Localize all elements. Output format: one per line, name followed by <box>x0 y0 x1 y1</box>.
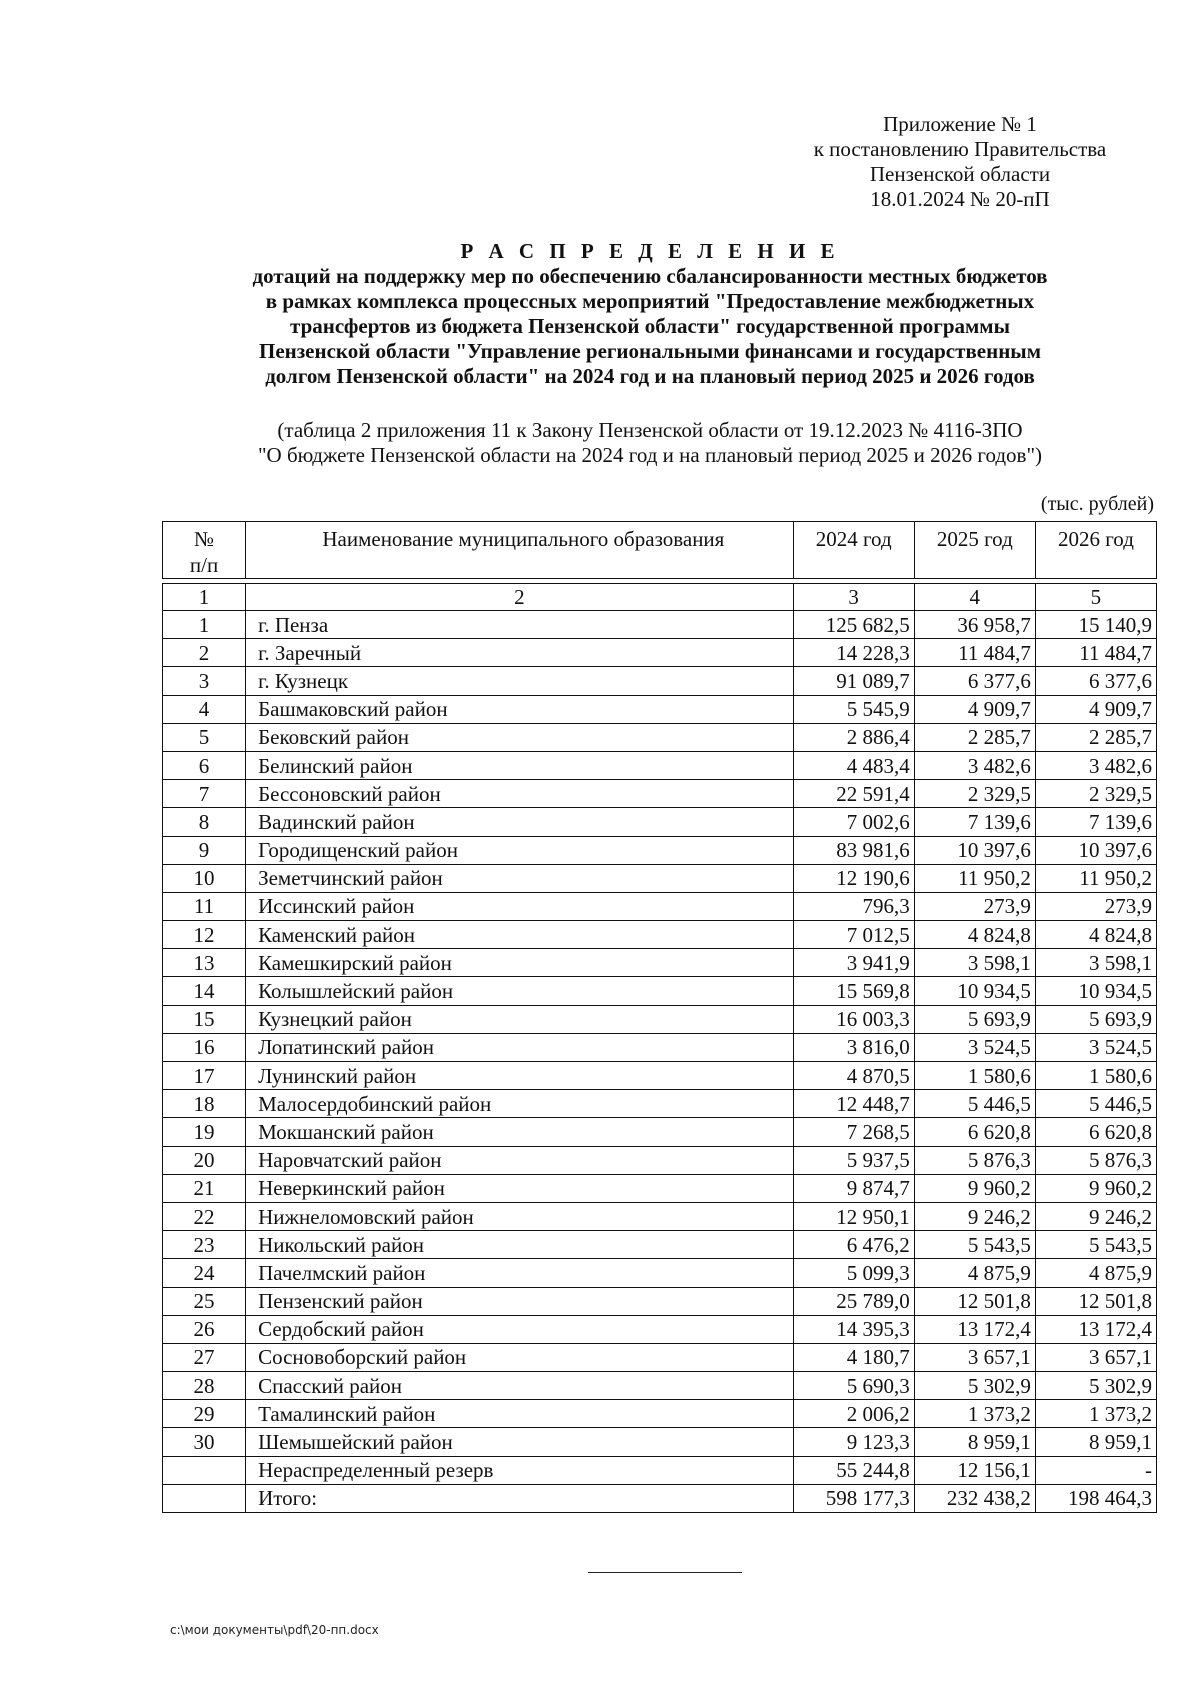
row-2025: 4 824,8 <box>914 921 1035 949</box>
row-name: Неверкинский район <box>246 1174 794 1202</box>
row-2026: 10 397,6 <box>1035 836 1156 864</box>
row-2024: 25 789,0 <box>793 1287 914 1315</box>
appendix-line-3: Пензенской области <box>869 162 1051 186</box>
row-2026: 1 580,6 <box>1035 1062 1156 1090</box>
row-2026: 10 934,5 <box>1035 977 1156 1005</box>
row-2025: 3 482,6 <box>914 751 1035 779</box>
row-number: 19 <box>163 1118 246 1146</box>
row-name: Бековский район <box>246 723 794 751</box>
reserve-2025: 12 156,1 <box>914 1456 1035 1484</box>
table-body <box>163 611 1157 1513</box>
row-2024: 12 448,7 <box>793 1090 914 1118</box>
row-2025: 2 329,5 <box>914 780 1035 808</box>
row-number: 20 <box>163 1146 246 1174</box>
row-2024: 5 099,3 <box>793 1259 914 1287</box>
index-row <box>163 584 1157 611</box>
total-2025: 232 438,2 <box>914 1484 1035 1512</box>
row-name: Камешкирский район <box>246 949 794 977</box>
row-2024: 83 981,6 <box>793 836 914 864</box>
row-2024: 5 545,9 <box>793 695 914 723</box>
row-name: Пачелмский район <box>246 1259 794 1287</box>
row-2025: 11 950,2 <box>914 864 1035 892</box>
row-2026: 273,9 <box>1035 892 1156 920</box>
row-name: Сосновоборский район <box>246 1343 794 1371</box>
row-2024: 5 690,3 <box>793 1372 914 1400</box>
row-2025: 36 958,7 <box>914 611 1035 639</box>
row-name: Малосердобинский район <box>246 1090 794 1118</box>
row-name: Наровчатский район <box>246 1146 794 1174</box>
title-line: Пензенской области "Управление региональными финансами и государственным <box>258 339 1041 363</box>
row-2025: 3 657,1 <box>914 1343 1035 1371</box>
reserve-2026: - <box>1035 1456 1156 1484</box>
row-number: 11 <box>163 892 246 920</box>
row-2025: 12 501,8 <box>914 1287 1035 1315</box>
row-number: 30 <box>163 1428 246 1456</box>
row-name: Мокшанский район <box>246 1118 794 1146</box>
table-row <box>163 667 1157 695</box>
row-2025: 5 543,5 <box>914 1231 1035 1259</box>
row-2024: 16 003,3 <box>793 1005 914 1033</box>
row-number: 7 <box>163 780 246 808</box>
subtitle <box>140 418 1160 468</box>
row-name: Колышлейский район <box>246 977 794 1005</box>
title-line: долгом Пензенской области" на 2024 год и на плановый период 2025 и 2026 годов <box>265 364 1035 388</box>
index-cell: 5 <box>1035 584 1156 611</box>
row-2024: 2 886,4 <box>793 723 914 751</box>
row-2024: 3 816,0 <box>793 1033 914 1061</box>
appendix-line-1: Приложение № 1 <box>883 112 1037 136</box>
table-row <box>163 808 1157 836</box>
row-number: 16 <box>163 1033 246 1061</box>
table-row <box>163 836 1157 864</box>
row-name: Земетчинский район <box>246 864 794 892</box>
total-number <box>163 1484 246 1512</box>
row-2026: 5 302,9 <box>1035 1372 1156 1400</box>
row-2026: 4 824,8 <box>1035 921 1156 949</box>
row-number: 1 <box>163 611 246 639</box>
title-line: дотаций на поддержку мер по обеспечению сбалансированности местных бюджетов <box>252 264 1048 288</box>
row-2024: 22 591,4 <box>793 780 914 808</box>
table-row <box>163 1287 1157 1315</box>
row-2025: 8 959,1 <box>914 1428 1035 1456</box>
row-number: 22 <box>163 1202 246 1230</box>
table-row <box>163 1202 1157 1230</box>
row-2024: 796,3 <box>793 892 914 920</box>
row-number: 26 <box>163 1315 246 1343</box>
table-row <box>163 1090 1157 1118</box>
subtitle-line-1: (таблица 2 приложения 11 к Закону Пензенской области от 19.12.2023 № 4116-ЗПО <box>277 418 1023 442</box>
appendix-line-4: 18.01.2024 № 20-пП <box>870 187 1050 211</box>
table-row <box>163 1231 1157 1259</box>
row-name: Нижнеломовский район <box>246 1202 794 1230</box>
row-name: г. Кузнецк <box>246 667 794 695</box>
row-2025: 13 172,4 <box>914 1315 1035 1343</box>
row-name: Спасский район <box>246 1372 794 1400</box>
row-2024: 7 002,6 <box>793 808 914 836</box>
table-row <box>163 1259 1157 1287</box>
row-2025: 2 285,7 <box>914 723 1035 751</box>
row-2026: 1 373,2 <box>1035 1400 1156 1428</box>
total-name: Итого: <box>246 1484 794 1512</box>
row-2025: 9 246,2 <box>914 1202 1035 1230</box>
row-2024: 15 569,8 <box>793 977 914 1005</box>
subtitle-line-2: "О бюджете Пензенской области на 2024 год и на плановый период 2025 и 2026 годов") <box>257 443 1043 467</box>
title-heading: Р А С П Р Е Д Е Л Е Н И Е <box>460 239 840 263</box>
table-row <box>163 1174 1157 1202</box>
row-2026: 3 524,5 <box>1035 1033 1156 1061</box>
table-row <box>163 780 1157 808</box>
table-row <box>163 949 1157 977</box>
row-2024: 9 874,7 <box>793 1174 914 1202</box>
row-2026: 3 482,6 <box>1035 751 1156 779</box>
row-2025: 3 598,1 <box>914 949 1035 977</box>
distribution-table <box>162 521 1157 1513</box>
header-number-line1: № <box>194 527 215 551</box>
header-2025: 2025 год <box>914 522 1035 579</box>
row-2025: 4 909,7 <box>914 695 1035 723</box>
row-name: Башмаковский район <box>246 695 794 723</box>
table-row <box>163 611 1157 639</box>
row-number: 3 <box>163 667 246 695</box>
header-number-line2: п/п <box>189 553 219 577</box>
row-2026: 5 543,5 <box>1035 1231 1156 1259</box>
appendix-line-2: к постановлению Правительства <box>813 137 1107 161</box>
row-number: 21 <box>163 1174 246 1202</box>
reserve-2024: 55 244,8 <box>793 1456 914 1484</box>
header-2026: 2026 год <box>1035 522 1156 579</box>
row-name: Городищенский район <box>246 836 794 864</box>
row-2025: 6 377,6 <box>914 667 1035 695</box>
table-row <box>163 1372 1157 1400</box>
row-number: 8 <box>163 808 246 836</box>
table-row <box>163 695 1157 723</box>
index-cell: 2 <box>246 584 794 611</box>
row-2025: 10 934,5 <box>914 977 1035 1005</box>
reserve-row <box>163 1456 1157 1484</box>
row-2025: 10 397,6 <box>914 836 1035 864</box>
row-2025: 273,9 <box>914 892 1035 920</box>
row-name: Тамалинский район <box>246 1400 794 1428</box>
index-cell: 4 <box>914 584 1035 611</box>
table-row <box>163 977 1157 1005</box>
row-2025: 5 446,5 <box>914 1090 1035 1118</box>
row-2026: 5 446,5 <box>1035 1090 1156 1118</box>
row-name: Сердобский район <box>246 1315 794 1343</box>
row-2025: 1 373,2 <box>914 1400 1035 1428</box>
row-2024: 4 870,5 <box>793 1062 914 1090</box>
table-row <box>163 1428 1157 1456</box>
row-2024: 12 950,1 <box>793 1202 914 1230</box>
row-number: 15 <box>163 1005 246 1033</box>
row-2026: 9 960,2 <box>1035 1174 1156 1202</box>
table-row <box>163 1343 1157 1371</box>
table-row <box>163 1146 1157 1174</box>
row-number: 6 <box>163 751 246 779</box>
row-name: Бессоновский район <box>246 780 794 808</box>
row-number: 27 <box>163 1343 246 1371</box>
row-name: Белинский район <box>246 751 794 779</box>
row-2025: 5 693,9 <box>914 1005 1035 1033</box>
index-cell: 3 <box>793 584 914 611</box>
document-title <box>140 239 1160 389</box>
row-name: г. Пенза <box>246 611 794 639</box>
total-2024: 598 177,3 <box>793 1484 914 1512</box>
row-2026: 9 246,2 <box>1035 1202 1156 1230</box>
header-name: Наименование муниципального образования <box>246 522 794 579</box>
row-2024: 7 268,5 <box>793 1118 914 1146</box>
row-2024: 125 682,5 <box>793 611 914 639</box>
row-name: Никольский район <box>246 1231 794 1259</box>
table-row <box>163 723 1157 751</box>
table-row <box>163 892 1157 920</box>
reserve-name: Нераспределенный резерв <box>246 1456 794 1484</box>
row-2026: 6 620,8 <box>1035 1118 1156 1146</box>
row-2025: 4 875,9 <box>914 1259 1035 1287</box>
table-row <box>163 1033 1157 1061</box>
row-2026: 5 693,9 <box>1035 1005 1156 1033</box>
table-row <box>163 639 1157 667</box>
row-number: 14 <box>163 977 246 1005</box>
table-row <box>163 1400 1157 1428</box>
row-number: 17 <box>163 1062 246 1090</box>
table-row <box>163 1315 1157 1343</box>
total-row <box>163 1484 1157 1512</box>
row-2025: 9 960,2 <box>914 1174 1035 1202</box>
row-2024: 4 180,7 <box>793 1343 914 1371</box>
units-label: (тыс. рублей) <box>1040 493 1154 515</box>
row-2024: 14 395,3 <box>793 1315 914 1343</box>
title-line: трансфертов из бюджета Пензенской области" государственной программы <box>290 314 1010 338</box>
row-name: Шемышейский район <box>246 1428 794 1456</box>
reserve-number <box>163 1456 246 1484</box>
row-2026: 3 598,1 <box>1035 949 1156 977</box>
row-2026: 2 285,7 <box>1035 723 1156 751</box>
row-2026: 13 172,4 <box>1035 1315 1156 1343</box>
row-2025: 6 620,8 <box>914 1118 1035 1146</box>
total-2026: 198 464,3 <box>1035 1484 1156 1512</box>
footer-file-path: c:\мои документы\pdf\20-пп.docx <box>170 1623 379 1637</box>
row-2026: 4 875,9 <box>1035 1259 1156 1287</box>
row-number: 9 <box>163 836 246 864</box>
row-2025: 5 876,3 <box>914 1146 1035 1174</box>
row-number: 4 <box>163 695 246 723</box>
row-2026: 11 484,7 <box>1035 639 1156 667</box>
row-name: Лопатинский район <box>246 1033 794 1061</box>
row-2025: 5 302,9 <box>914 1372 1035 1400</box>
row-2024: 9 123,3 <box>793 1428 914 1456</box>
row-number: 2 <box>163 639 246 667</box>
end-divider <box>588 1572 742 1573</box>
row-2025: 1 580,6 <box>914 1062 1035 1090</box>
row-2026: 15 140,9 <box>1035 611 1156 639</box>
row-name: Вадинский район <box>246 808 794 836</box>
table-row <box>163 921 1157 949</box>
row-number: 5 <box>163 723 246 751</box>
row-name: Пензенский район <box>246 1287 794 1315</box>
table-row <box>163 864 1157 892</box>
row-name: Лунинский район <box>246 1062 794 1090</box>
row-number: 12 <box>163 921 246 949</box>
index-cell: 1 <box>163 584 246 611</box>
row-2025: 11 484,7 <box>914 639 1035 667</box>
table-row <box>163 751 1157 779</box>
row-number: 28 <box>163 1372 246 1400</box>
header-2024: 2024 год <box>793 522 914 579</box>
row-number: 24 <box>163 1259 246 1287</box>
row-2024: 4 483,4 <box>793 751 914 779</box>
row-2024: 14 228,3 <box>793 639 914 667</box>
row-2025: 3 524,5 <box>914 1033 1035 1061</box>
row-2026: 12 501,8 <box>1035 1287 1156 1315</box>
table-row <box>163 1118 1157 1146</box>
row-name: г. Заречный <box>246 639 794 667</box>
row-number: 23 <box>163 1231 246 1259</box>
row-name: Каменский район <box>246 921 794 949</box>
table-row <box>163 1062 1157 1090</box>
row-2024: 7 012,5 <box>793 921 914 949</box>
row-2026: 8 959,1 <box>1035 1428 1156 1456</box>
row-2024: 6 476,2 <box>793 1231 914 1259</box>
row-2026: 5 876,3 <box>1035 1146 1156 1174</box>
row-2026: 7 139,6 <box>1035 808 1156 836</box>
row-2025: 7 139,6 <box>914 808 1035 836</box>
row-2026: 2 329,5 <box>1035 780 1156 808</box>
row-2024: 5 937,5 <box>793 1146 914 1174</box>
row-2026: 11 950,2 <box>1035 864 1156 892</box>
header-row <box>163 522 1157 579</box>
row-2026: 3 657,1 <box>1035 1343 1156 1371</box>
row-number: 13 <box>163 949 246 977</box>
row-number: 25 <box>163 1287 246 1315</box>
title-line: в рамках комплекса процессных мероприятий "Предоставление межбюджетных <box>265 289 1035 313</box>
row-2024: 3 941,9 <box>793 949 914 977</box>
row-number: 18 <box>163 1090 246 1118</box>
appendix-block <box>760 112 1160 212</box>
header-number <box>163 522 246 579</box>
table-row <box>163 1005 1157 1033</box>
row-2024: 91 089,7 <box>793 667 914 695</box>
row-number: 29 <box>163 1400 246 1428</box>
row-number: 10 <box>163 864 246 892</box>
row-name: Иссинский район <box>246 892 794 920</box>
row-name: Кузнецкий район <box>246 1005 794 1033</box>
row-2024: 2 006,2 <box>793 1400 914 1428</box>
row-2024: 12 190,6 <box>793 864 914 892</box>
row-2026: 4 909,7 <box>1035 695 1156 723</box>
row-2026: 6 377,6 <box>1035 667 1156 695</box>
